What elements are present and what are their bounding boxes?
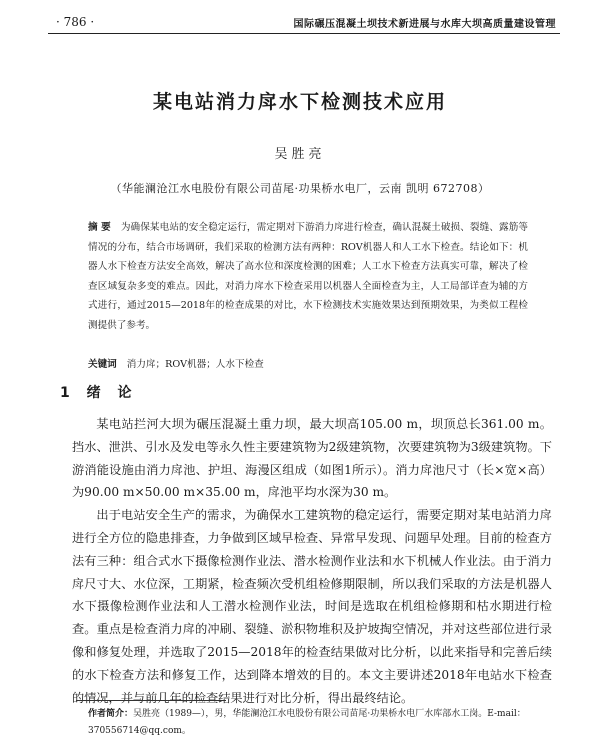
author-affiliation: （华能澜沧江水电股份有限公司苗尾·功果桥水电厂，云南 凯明 672708） bbox=[110, 182, 490, 195]
author-footnote bbox=[88, 706, 540, 740]
running-header bbox=[48, 10, 560, 32]
running-title: 国际碾压混凝土坝技术新进展与水库大坝高质量建设管理 bbox=[293, 19, 556, 30]
footnote-text: 吴胜亮（1989—），男，华能澜沧江水电股份有限公司苗尾·功果桥水电厂水库部水工岗。E-mail：370556714@qq.com。 bbox=[88, 709, 526, 736]
header-rule bbox=[48, 33, 560, 34]
body-paragraph: 出于电站安全生产的需求，为确保水工建筑物的稳定运行，需要定期对某电站消力戽进行全方位的隐患排查，力争做到区域早检查、异常早发现、问题早处理。目前的检查方法有三种：组合式水下摄像检测作业法、潜水检测作业法和水下机械人作业法。由于消力戽尺寸大、水位深，工期紧，检查频次受机组检修期限制，所以我们采取的方法是机器人水下摄像检测作业法和人工潜水检测作业法，时间是选取在机组检修期和枯水期进行检查。重点是检查消力戽的冲刷、裂缝、淤积物堆积及护坡掏空情况，并对这些部位进行录像和修复处理，并选取了2015—2018年的检查结果做对比分析，以此来指导和完善后续的水下检查方法和修复工作，达到降本增效的目的。本文主要讲述2018年电站水下检查的情况，并与前几年的检查结果进行对比分析，得出最终结论。 bbox=[72, 508, 552, 705]
article-title: 某电站消力戽水下检测技术应用 bbox=[152, 91, 447, 113]
abstract-text: 为确保某电站的安全稳定运行，需定期对下游消力戽进行检查，确认混凝土破损、裂缝、露筋等情况的分布，结合市场调研，我们采取的检测方法有两种：ROV机器人和人工水下检查。结论如下：机器人水下检查方法安全高效，解决了高水位和深度检测的困难；人工水下检查方法真实可靠，解决了检查区域复杂多变的难点。因此，对消力戽水下检查采用以机器人全面检查为主，人工局部详查为辅的方式进行，通过2015—2018年的检查成果的对比，水下检测技术实施效果达到预期效果，为类似工程检测提供了参考。 bbox=[88, 222, 529, 331]
footnote-rule bbox=[76, 700, 226, 701]
author-name: 吴胜亮 bbox=[274, 147, 326, 162]
page-number: · 786 · bbox=[56, 15, 95, 29]
footnote-label: 作者简介： bbox=[88, 709, 134, 719]
abstract-label: 摘 要 bbox=[88, 222, 111, 233]
section-body bbox=[72, 413, 552, 709]
abstract bbox=[88, 218, 528, 336]
keywords bbox=[88, 356, 528, 370]
section-heading: 1 绪 论 bbox=[60, 385, 138, 401]
keywords-text: 消力戽；ROV机器；人水下检查 bbox=[126, 359, 264, 370]
keywords-label: 关键词 bbox=[88, 359, 117, 370]
body-paragraph: 某电站拦河大坝为碾压混凝土重力坝，最大坝高105.00 m，坝顶总长361.00 m。挡水、泄洪、引水及发电等永久性主要建筑物为2级建筑物，次要建筑物为3级建筑物。下游消能设施由消力戽池、护坦、海漫区组成（如图1所示）。消力戽池尺寸（长×宽×高）为90.00 m×50.00 m×35.00 m，戽池平均水深为30 m。 bbox=[72, 417, 552, 500]
